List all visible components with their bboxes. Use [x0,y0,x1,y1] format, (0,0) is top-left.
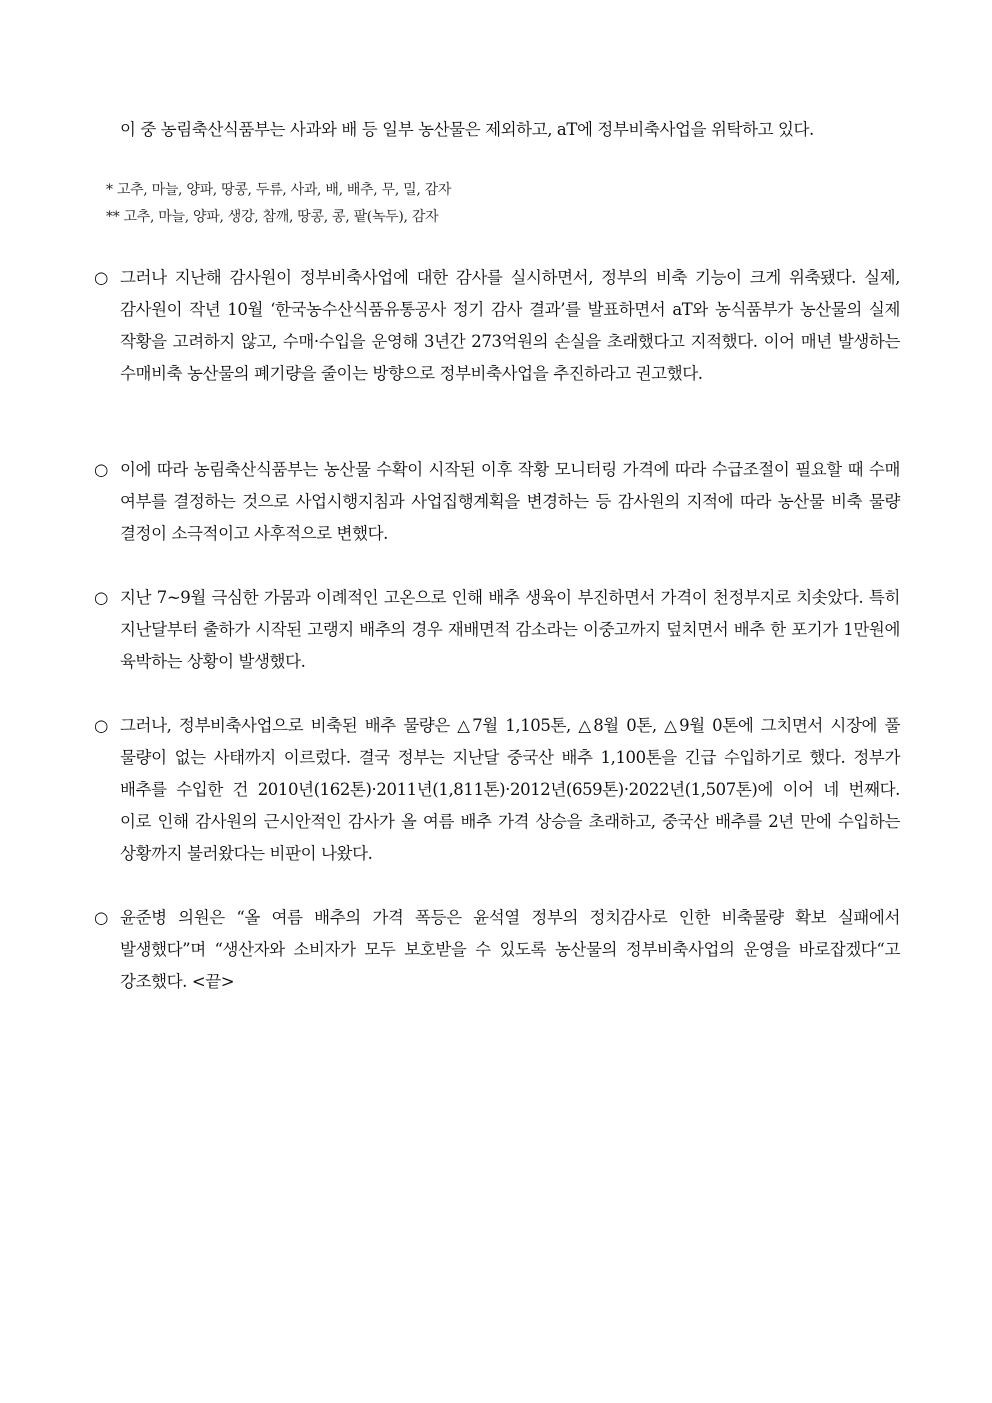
paragraph-5 [94,902,900,998]
bullet-circle-icon: ○ [94,908,108,927]
paragraph-5-text: 윤준병 의원은 “올 여름 배추의 가격 폭등은 윤석열 정부의 정치감사로 인한 비축물량 확보 실패에서 발생했다”며 “생산자와 소비자가 모두 보호받을 수 있도록 농산물의 정부비축사업의 운영을 바로잡겠다“고 강조했다. <끝> [120,908,900,991]
paragraph-1 [94,262,900,390]
bullet-circle-icon: ○ [94,716,108,735]
footnote-1: * 고추, 마늘, 양파, 땅콩, 두류, 사과, 배, 배추, 무, 밀, 감자 [106,182,452,198]
intro-paragraph: 이 중 농림축산식품부는 사과와 배 등 일부 농산물은 제외하고, aT에 정부비축사업을 위탁하고 있다. [120,120,814,139]
paragraph-3 [94,582,900,678]
paragraph-1-text: 그러나 지난해 감사원이 정부비축사업에 대한 감사를 실시하면서, 정부의 비축 기능이 크게 위축됐다. 실제, 감사원이 작년 10월 ‘한국농수산식품유통공사 정기 감사 결과’를 발표하면서 aT와 농식품부가 농산물의 실제 작황을 고려하지 않고, 수매·수입을 운영해 3년간 273억원의 손실을 초래했다고 지적했다. 이어 매년 발생하는 수매비축 농산물의 폐기량을 줄이는 방향으로 정부비축사업을 추진하라고 권고했다. [120,268,900,383]
paragraph-4-text: 그러나, 정부비축사업으로 비축된 배추 물량은 △7월 1,105톤, △8월 0톤, △9월 0톤에 그치면서 시장에 풀 물량이 없는 사태까지 이르렀다. 결국 정부는 지난달 중국산 배추 1,100톤을 긴급 수입하기로 했다. 정부가 배추를 수입한 건 2010년(162톤)·2011년(1,811톤)·2012년(659톤)·2022년(1,507톤)에 이어 네 번째다. 이로 인해 감사원의 근시안적인 감사가 올 여름 배추 가격 상승을 초래하고, 중국산 배추를 2년 만에 수입하는 상황까지 불러왔다는 비판이 나왔다. [120,716,900,863]
paragraph-4 [94,710,900,870]
bullet-circle-icon: ○ [94,588,108,607]
paragraph-2-text: 이에 따라 농림축산식품부는 농산물 수확이 시작된 이후 작황 모니터링 가격에 따라 수급조절이 필요할 때 수매 여부를 결정하는 것으로 사업시행지침과 사업집행계획을 변경하는 등 감사원의 지적에 따라 농산물 비축 물량 결정이 소극적이고 사후적으로 변했다. [120,460,900,543]
bullet-circle-icon: ○ [94,268,108,287]
paragraph-2 [94,454,900,550]
bullet-circle-icon: ○ [94,460,108,479]
paragraph-3-text: 지난 7~9월 극심한 가뭄과 이례적인 고온으로 인해 배추 생육이 부진하면서 가격이 천정부지로 치솟았다. 특히 지난달부터 출하가 시작된 고랭지 배추의 경우 재배면적 감소라는 이중고까지 덮치면서 배추 한 포기가 1만원에 육박하는 상황이 발생했다. [120,588,900,671]
footnote-2: ** 고추, 마늘, 양파, 생강, 참깨, 땅콩, 콩, 팥(녹두), 감자 [106,209,439,225]
